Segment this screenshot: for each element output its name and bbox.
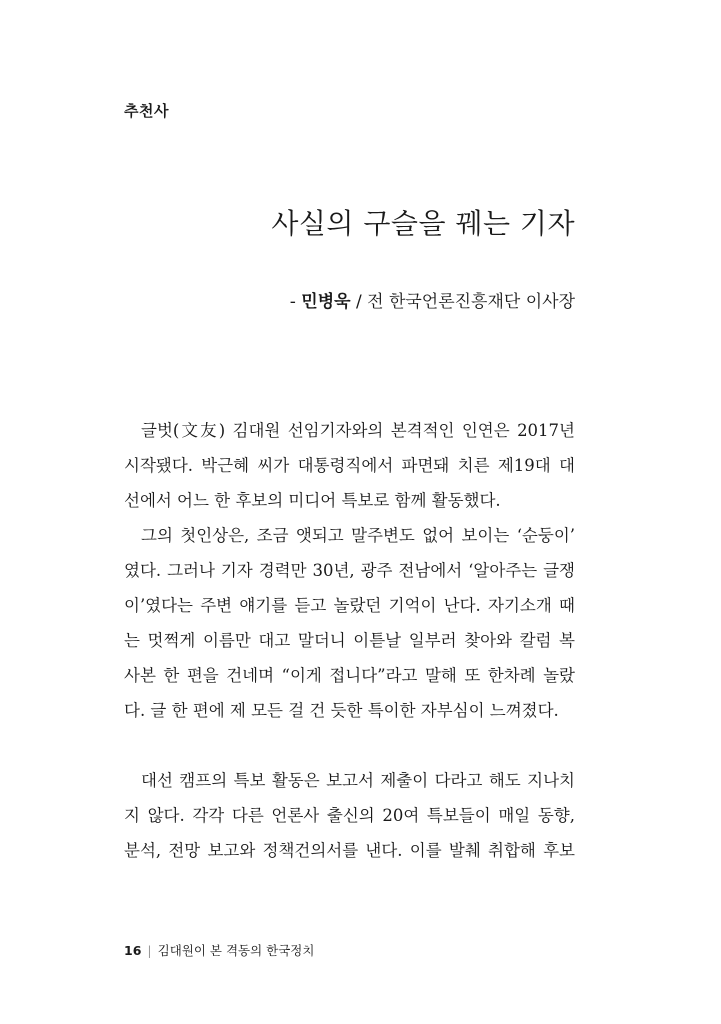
paragraph-line: 시작됐다. 박근혜 씨가 대통령직에서 파면돼 치른 제19대 대 bbox=[124, 456, 575, 475]
book-title: 김대원이 본 격동의 한국정치 bbox=[157, 943, 315, 958]
section-label: 추천사 bbox=[124, 102, 169, 120]
paragraph-3 bbox=[124, 763, 575, 868]
byline-author-role: / 전 한국언론진흥재단 이사장 bbox=[350, 292, 575, 312]
byline-author-name: 민병욱 bbox=[301, 292, 351, 312]
paragraph-line: 다. 글 한 편에 제 모든 걸 건 듯한 특이한 자부심이 느껴졌다. bbox=[124, 701, 559, 720]
paragraph-line: 사본 한 편을 건네며 “이게 접니다”라고 말해 또 한차례 놀랐 bbox=[124, 666, 575, 685]
paragraph-line: 이’였다는 주변 얘기를 듣고 놀랐던 기억이 난다. 자기소개 때 bbox=[124, 596, 575, 615]
paragraph-line: 선에서 어느 한 후보의 미디어 특보로 함께 활동했다. bbox=[124, 491, 501, 510]
body-text bbox=[124, 413, 575, 868]
page-footer bbox=[124, 941, 314, 959]
paragraph-gap bbox=[124, 728, 575, 763]
paragraph-line: 그의 첫인상은, 조금 앳되고 말주변도 없어 보이는 ‘순둥이’ bbox=[141, 526, 575, 545]
paragraph-line: 였다. 그러나 기자 경력만 30년, 광주 전남에서 ‘알아주는 글쟁 bbox=[124, 561, 575, 580]
page-title: 사실의 구슬을 꿰는 기자 bbox=[271, 207, 575, 240]
paragraph-line: 글벗(文友) 김대원 선임기자와의 본격적인 인연은 2017년 bbox=[141, 421, 575, 440]
page-number: 16 bbox=[124, 943, 142, 958]
paragraph-1 bbox=[124, 413, 575, 518]
footer-separator: | bbox=[147, 943, 152, 958]
paragraph-line: 지 않다. 각각 다른 언론사 출신의 20여 특보들이 매일 동향, bbox=[124, 806, 575, 825]
paragraph-line: 분석, 전망 보고와 정책건의서를 낸다. 이를 발췌 취합해 후보 bbox=[124, 841, 575, 860]
byline-dash: - bbox=[289, 292, 302, 312]
paragraph-2 bbox=[124, 518, 575, 728]
paragraph-line: 대선 캠프의 특보 활동은 보고서 제출이 다라고 해도 지나치 bbox=[141, 771, 575, 790]
byline bbox=[290, 287, 575, 312]
paragraph-line: 는 멋쩍게 이름만 대고 말더니 이튿날 일부러 찾아와 칼럼 복 bbox=[124, 631, 575, 650]
